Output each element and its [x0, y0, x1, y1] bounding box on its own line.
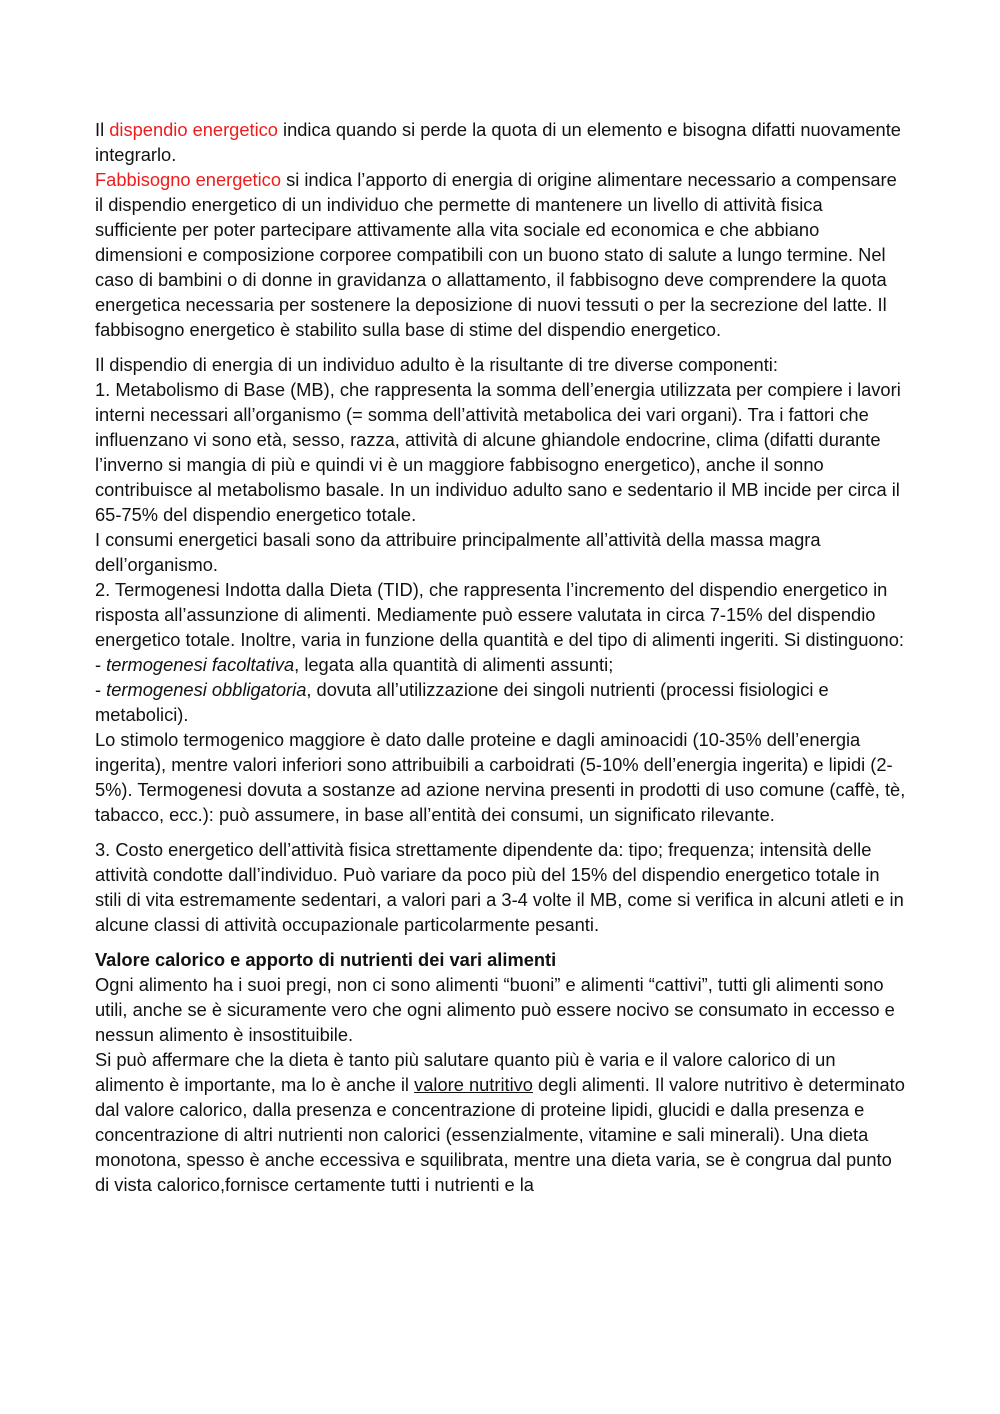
termogenesi-paragraph: 2. Termogenesi Indotta dalla Dieta (TID), che rappresenta l’incremento del dispendio energetico in risposta all’assunzione di alimenti. Mediamente può essere valutata in circa 7-15% del dispendio energetico totale. Inoltre, varia in funzione della quantità e del tipo di alimenti ingeriti. Si distinguono:: [95, 579, 904, 650]
list-dash: -: [95, 679, 107, 700]
paragraph-text: Si può affermare che la dieta è tanto più salutare quanto più è varia e il valore calorico di un alimento è importante, ma lo è anche il: [95, 1049, 836, 1095]
paragraph-text: indica quando si perde la quota di un elemento e bisogna difatti nuovamente integrarlo.: [95, 119, 901, 165]
alimenti-paragraph: Ogni alimento ha i suoi pregi, non ci sono alimenti “buoni” e alimenti “cattivi”, tutti gli alimenti sono utili, anche se è sicuramente vero che ogni alimento può essere nocivo se consumato in eccesso e nessun alimento è insostituibile.: [95, 974, 895, 1045]
document-page: [95, 117, 907, 1197]
paragraph-text: Il: [95, 119, 110, 140]
paragraph-text: , dovuta all’utilizzazione dei singoli nutrienti (processi fisiologici e metabolici).: [95, 679, 829, 725]
dieta-paragraph: [95, 1047, 907, 1197]
dispendio-definition-paragraph: [95, 117, 907, 167]
attivita-fisica-paragraph: 3. Costo energetico dell’attività fisica strettamente dipendente da: tipo; frequenza; intensità delle attività condotte dall’individuo. Può variare da poco più del 15% del dispendio energetico totale in stili di vita estremamente sedentari, a valori pari a 3-4 volte il MB, come si verifica in alcuni atleti e in alcune classi di attività occupazionale particolarmente pesanti.: [95, 839, 904, 935]
italic-term: termogenesi facoltativa: [106, 654, 295, 675]
highlighted-term: dispendio energetico: [109, 119, 278, 140]
section-heading: Valore calorico e apporto di nutrienti dei vari alimenti: [95, 949, 557, 970]
termogenesi-facoltativa-item: [95, 652, 907, 677]
termogenesi-obbligatoria-item: [95, 677, 907, 727]
stimolo-termogenico-paragraph: Lo stimolo termogenico maggiore è dato dalle proteine e dagli aminoacidi (10-35% dell’energia ingerita), mentre valori inferiori sono attribuibili a carboidrati (5-10% dell’energia ingerita) e lipidi (2-5%). Termogenesi dovuta a sostanze ad azione nervina presenti in prodotti di uso comune (caffè, tè, tabacco, ecc.): può assumere, in base all’entità dei consumi, un significato rilevante.: [95, 729, 906, 825]
underlined-term: valore nutritivo: [414, 1074, 533, 1095]
italic-term: termogenesi obbligatoria: [106, 679, 307, 700]
paragraph-text: si indica l’apporto di energia di origine alimentare necessario a compensare il dispendio energetico di un individuo che permette di mantenere un livello di attività fisica sufficiente per poter partecipare attivamente alla vita sociale ed economica e che abbiano dimensioni e composizione corporee compatibili con un buono stato di salute a lungo termine. Nel caso di bambini o di donne in gravidanza o allattamento, il fabbisogno deve comprendere la quota energetica necessaria per sostenere la deposizione di nuovi tessuti o per la secrezione del latte. Il fabbisogno energetico è stabilito sulla base di stime del dispendio energetico.: [95, 169, 897, 340]
metabolismo-note-paragraph: I consumi energetici basali sono da attribuire principalmente all’attività della massa magra dell’organismo.: [95, 529, 821, 575]
fabbisogno-definition-paragraph: [95, 167, 907, 342]
components-intro-paragraph: Il dispendio di energia di un individuo adulto è la risultante di tre diverse componenti:: [95, 354, 778, 375]
paragraph-text: , legata alla quantità di alimenti assunti;: [294, 654, 614, 675]
highlighted-term: Fabbisogno energetico: [95, 169, 281, 190]
list-dash: -: [95, 654, 107, 675]
paragraph-text: degli alimenti. Il valore nutritivo è determinato dal valore calorico, dalla presenza e concentrazione di proteine lipidi, glucidi e dalla presenza e concentrazione di altri nutrienti non calorici (essenzialmente, vitamine e sali minerali). Una dieta monotona, spesso è anche eccessiva e squilibrata, mentre una dieta varia, se è congrua dal punto di vista calorico,fornisce certamente tutti i nutrienti e la: [95, 1074, 905, 1195]
metabolismo-base-paragraph: 1. Metabolismo di Base (MB), che rappresenta la somma dell’energia utilizzata per compiere i lavori interni necessari all’organismo (= somma dell’attività metabolica dei vari organi). Tra i fattori che influenzano vi sono età, sesso, razza, attività di alcune ghiandole endocrine, clima (difatti durante l’inverno si mangia di più e quindi vi è un maggiore fabbisogno energetico), anche il sonno contribuisce al metabolismo basale. In un individuo adulto sano e sedentario il MB incide per circa il 65-75% del dispendio energetico totale.: [95, 379, 901, 525]
